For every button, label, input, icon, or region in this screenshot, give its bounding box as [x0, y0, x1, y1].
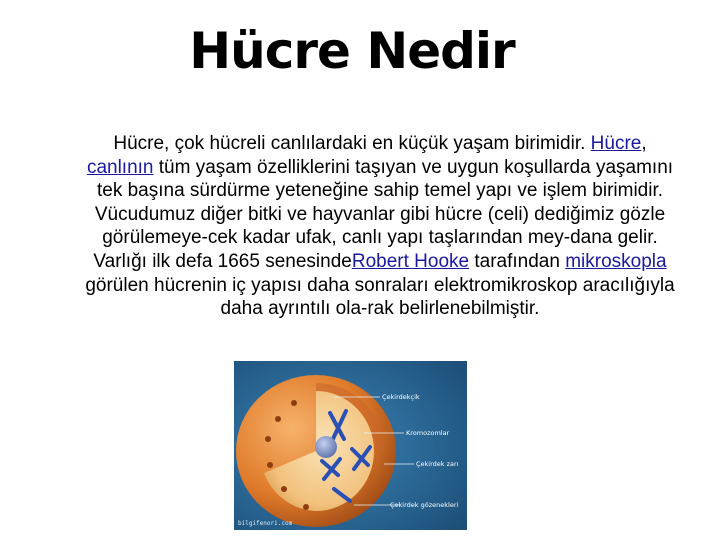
label-cekirdek-zari: Çekirdek zarı	[416, 460, 459, 468]
paragraph-text: tüm yaşam özelliklerini taşıyan ve uygun koşullarda yaşamını tek başına sürdürme yeteneğine sahip temel yapı ve işlem birimidir. Vücudumuz diğer bitki ve hayvanlar gibi hücre (celi) dediğimiz gözle görülemeye-cek kadar ufak, canlı yapı taşlarından mey-dana gelir. Varlığı ilk defa 1665 senesinde	[93, 156, 674, 272]
robert-hooke-link[interactable]: Robert Hooke	[351, 250, 470, 272]
nuclear-pore	[303, 504, 309, 510]
paragraph-text: Hücre, çok hücreli canlılardaki en küçük yaşam birimidir.	[113, 133, 591, 154]
mikroskopla-link[interactable]: mikroskopla	[565, 250, 667, 272]
hucre-link[interactable]: Hücre	[590, 133, 642, 154]
nuclear-pore	[281, 486, 287, 492]
nucleus-illustration	[234, 361, 467, 530]
paragraph-text: tarafından	[469, 250, 566, 272]
paragraph-text: görülen hücrenin iç yapısı daha sonraları elektromikroskop aracılığıyla daha ayrıntılı ola-rak belirlenebilmiştir.	[85, 274, 675, 320]
nuclear-pore	[291, 400, 297, 406]
definition-paragraph	[78, 132, 682, 321]
nuclear-pore	[265, 436, 271, 442]
label-cekirdekcik: Çekirdekçik	[382, 393, 420, 401]
label-kromozomlar: Kromozomlar	[406, 429, 450, 437]
label-cekirdek-gozenekleri: Çekirdek gözenekleri	[390, 501, 459, 509]
nuclear-pore	[267, 462, 273, 468]
canlinin-link[interactable]: canlının	[86, 156, 154, 178]
watermark: bilgifenori.com	[238, 520, 293, 527]
nucleolus	[315, 436, 337, 458]
nucleus-diagram	[234, 361, 467, 530]
nuclear-pore	[275, 416, 281, 422]
paragraph-text: ,	[641, 133, 647, 154]
page-title: Hücre Nedir	[189, 22, 515, 80]
